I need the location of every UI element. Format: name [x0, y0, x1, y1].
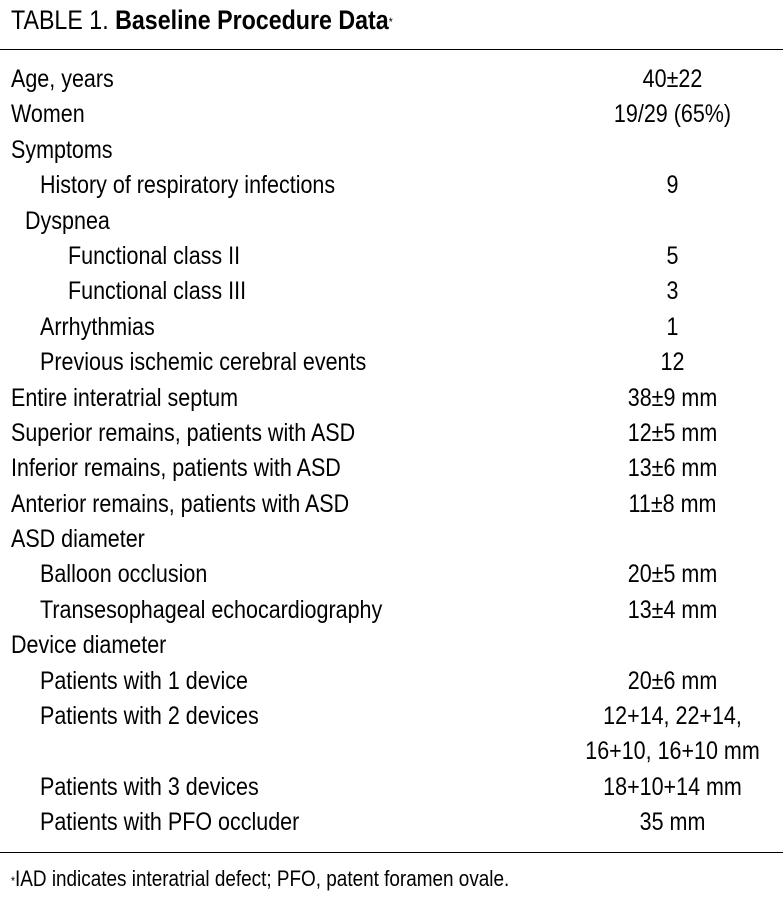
row-label: Age, years [11, 65, 114, 93]
row-label: Anterior remains, patients with ASD [11, 489, 350, 518]
table-row [0, 97, 783, 132]
table-row [0, 274, 783, 309]
row-label: Balloon occlusion [40, 560, 208, 589]
subsection-header-row [0, 204, 783, 239]
row-value: 12+14, 22+14, 16+10, 16+10 mm [585, 702, 760, 766]
table-body [0, 62, 783, 841]
row-label: History of respiratory infections [40, 171, 336, 200]
row-value: 20±6 mm [627, 666, 718, 695]
caption-footnote-marker: * [388, 15, 393, 29]
table-row [0, 805, 783, 840]
row-label: Functional class III [68, 277, 247, 306]
row-value: 38±9 mm [627, 383, 718, 412]
bottom-rule [0, 852, 783, 853]
row-value: 11±8 mm [628, 489, 717, 518]
section-header-row [0, 522, 783, 557]
footnote-text: IAD indicates interatrial defect; PFO, patent foramen ovale. [15, 866, 510, 891]
row-label: ASD diameter [11, 525, 145, 554]
table-row [0, 451, 783, 486]
table-footnote [11, 864, 509, 894]
table-row [0, 168, 783, 203]
row-label: Patients with 1 device [40, 666, 248, 695]
table-row [0, 239, 783, 274]
row-label: Patients with 2 devices [40, 702, 259, 731]
table-row [0, 664, 783, 699]
row-value: 3 [666, 277, 679, 306]
table-row [0, 310, 783, 345]
row-label: Device diameter [11, 631, 167, 660]
row-label: Inferior remains, patients with ASD [11, 454, 341, 483]
top-rule [0, 49, 783, 50]
row-value: 5 [666, 241, 679, 270]
row-value: 13±6 mm [627, 454, 718, 483]
row-label: Entire interatrial septum [11, 383, 239, 412]
row-value: 13±4 mm [627, 595, 718, 624]
table-caption [11, 4, 393, 36]
row-label: Previous ischemic cerebral events [40, 348, 367, 377]
row-value: 12±5 mm [627, 418, 718, 447]
row-label: Superior remains, patients with ASD [11, 418, 356, 447]
section-header-row [0, 628, 783, 663]
table-title: Baseline Procedure Data [115, 5, 389, 35]
row-label: Transesophageal echocardiography [40, 595, 383, 624]
row-label: Women [11, 100, 85, 129]
row-label: Symptoms [11, 135, 113, 164]
row-label: Arrhythmias [40, 312, 155, 341]
table-number: TABLE 1. [11, 5, 116, 35]
table-row [0, 557, 783, 592]
table-row [0, 770, 783, 805]
table-row [0, 487, 783, 522]
row-label: Patients with PFO occluder [40, 808, 300, 837]
row-value: 18+10+14 mm [603, 772, 742, 801]
table-row [0, 699, 783, 770]
footnote-marker: * [11, 874, 16, 888]
table-row [0, 345, 783, 380]
table-row [0, 62, 783, 97]
row-label: Dyspnea [25, 206, 110, 235]
row-value: 9 [666, 171, 679, 200]
row-value: 19/29 (65%) [613, 100, 732, 129]
section-header-row [0, 133, 783, 168]
table-row [0, 593, 783, 628]
table-row [0, 381, 783, 416]
row-label: Functional class II [68, 241, 241, 270]
row-value: 12 [660, 348, 685, 377]
row-value: 1 [666, 312, 679, 341]
row-label: Patients with 3 devices [40, 772, 259, 801]
row-value: 35 mm [639, 808, 706, 837]
row-value: 20±5 mm [627, 560, 718, 589]
row-value: 40±22 [642, 65, 703, 93]
table-row [0, 416, 783, 451]
